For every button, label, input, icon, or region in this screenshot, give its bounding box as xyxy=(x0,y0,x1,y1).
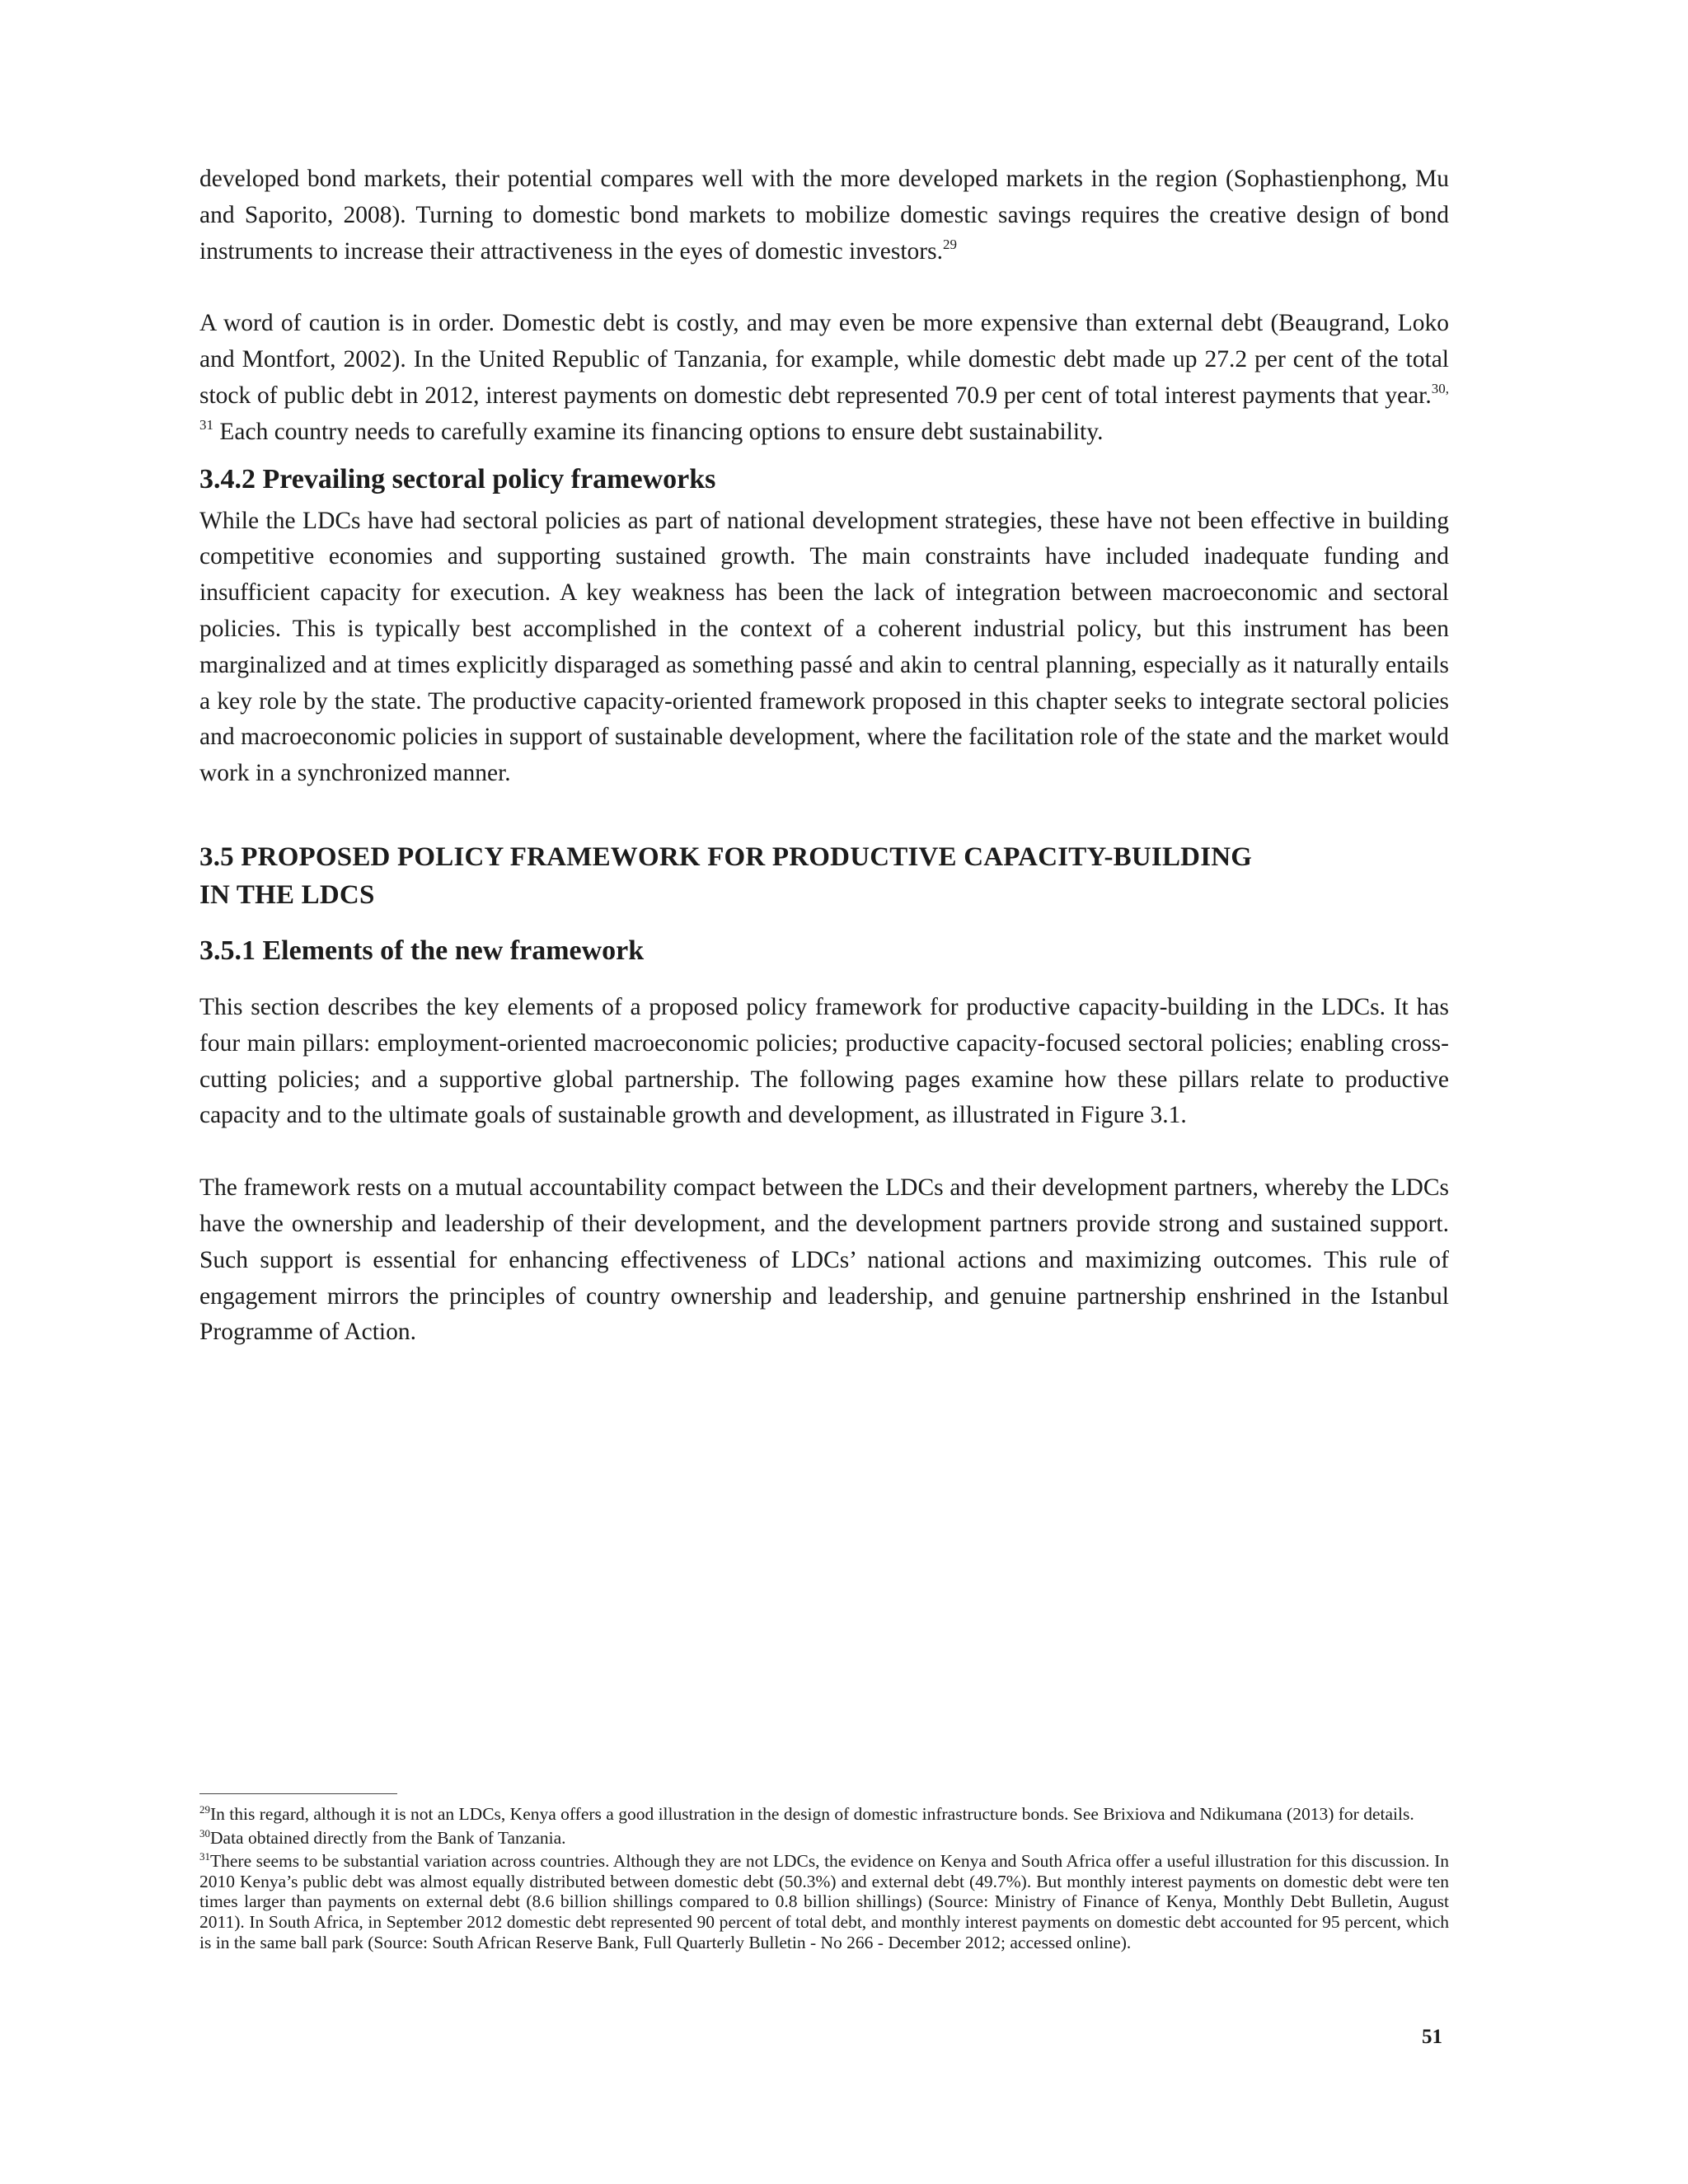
footnote-ref[interactable]: 30, 31 xyxy=(199,380,1449,433)
paragraph-text: A word of caution is in order. Domestic debt is costly, and may even be more expensive than external debt (Beaugrand, Loko and Montfort, 2002). In the United Republic of Tanzania, for example, while domestic debt made up 27.2 per cent of the total stock of public debt in 2012, interest payments on domestic debt represented 70.9 per cent of total interest payments that year. xyxy=(199,310,1449,409)
paragraph-elements: This section describes the key elements of a proposed policy framework for productive capacity-building in the LDCs. It has four main pillars: employment-oriented macroeconomic policies; productive capacity-focused sectoral policies; enabling cross-cutting policies; and a supportive global partnership. The following pages examine how these pillars relate to productive capacity and to the ultimate goals of sustainable growth and development, as illustrated in Figure 3.1. xyxy=(199,993,1449,1129)
paragraph-text: developed bond markets, their potential compares well with the more developed markets in the region (Sophastienphong, Mu and Saporito, 2008). Turning to domestic bond markets to mobilize domestic savings requires the creative design of bond instruments to increase their attractiveness in the eyes of domestic investors. xyxy=(199,166,1449,265)
heading-3-5-1: 3.5.1 Elements of the new framework xyxy=(199,935,645,966)
footnote-text: There seems to be substantial variation across countries. Although they are not LDCs, the evidence on Kenya and South Africa offer a useful illustration for this discussion. In 2010 Kenya’s public debt was almost equally distributed between domestic debt (50.3%) and external debt (49.7%). But monthly interest payments on domestic debt were ten times larger than payments on external debt (8.6 billion shillings compared to 0.8 billion shillings) (Source: Ministry of Finance of Kenya, Monthly Debt Bulletin, August 2011). In South Africa, in September 2012 domestic debt represented 90 percent of total debt, and monthly interest payments on domestic debt accounted for 95 percent, which is in the same ball park (Source: South African Reserve Bank, Full Quarterly Bulletin - No 266 - December 2012; accessed online). xyxy=(199,1851,1449,1952)
footnote-number: 31 xyxy=(199,1850,210,1863)
footnote-ref[interactable]: 29 xyxy=(942,236,957,252)
footnotes xyxy=(199,1793,1449,1956)
paragraph-accountability: The framework rests on a mutual accountability compact between the LDCs and their development partners, whereby the LDCs have the ownership and leadership of their development, and the development partners provide strong and sustained support. Such support is essential for enhancing effectiveness of LDCs’ national actions and maximizing outcomes. This rule of engagement mirrors the principles of country ownership and leadership, and genuine partnership enshrined in the Istanbul Programme of Action. xyxy=(199,1174,1449,1346)
paragraph-sectoral-policies: While the LDCs have had sectoral policies as part of national development strategies, these have not been effective in building competitive economies and supporting sustained growth. The main constraints have included inadequate funding and insufficient capacity for execution. A key weakness has been the lack of integration between macroeconomic and sectoral policies. This is typically best accomplished in the context of a coherent industrial policy, but this instrument has been marginalized and at times explicitly disparaged as something passé and akin to central planning, especially as it naturally entails a key role by the state. The productive capacity-oriented framework proposed in this chapter seeks to integrate sectoral policies and macroeconomic policies in support of sustainable development, where the facilitation role of the state and the market would work in a synchronized manner. xyxy=(199,507,1449,787)
page-number: 51 xyxy=(1422,2026,1442,2048)
footnote-divider xyxy=(199,1793,397,1794)
footnote-29 xyxy=(199,1804,1449,1825)
footnote-text: In this regard, although it is not an LDCs, Kenya offers a good illustration in the design of domestic infrastructure bonds. See Brixiova and Ndikumana (2013) for details. xyxy=(210,1804,1414,1824)
footnote-number: 30 xyxy=(199,1826,210,1840)
footnote-31 xyxy=(199,1851,1449,1952)
footnote-number: 29 xyxy=(199,1803,210,1816)
footnote-30 xyxy=(199,1828,1449,1849)
paragraph-caution xyxy=(199,306,1449,450)
heading-3-4-2: 3.4.2 Prevailing sectoral policy frameworks xyxy=(199,463,716,494)
heading-3-5 xyxy=(199,838,1449,914)
paragraph-bond-markets xyxy=(199,162,1449,269)
heading-3-5-line1: 3.5 PROPOSED POLICY FRAMEWORK FOR PRODUCTIVE CAPACITY-BUILDING xyxy=(199,841,1253,872)
footnote-text: Data obtained directly from the Bank of Tanzania. xyxy=(210,1827,566,1848)
paragraph-text-tail: Each country needs to carefully examine its financing options to ensure debt sustainability. xyxy=(213,418,1104,445)
main-content xyxy=(199,162,1449,1351)
heading-3-5-line2: IN THE LDCS xyxy=(199,879,375,910)
